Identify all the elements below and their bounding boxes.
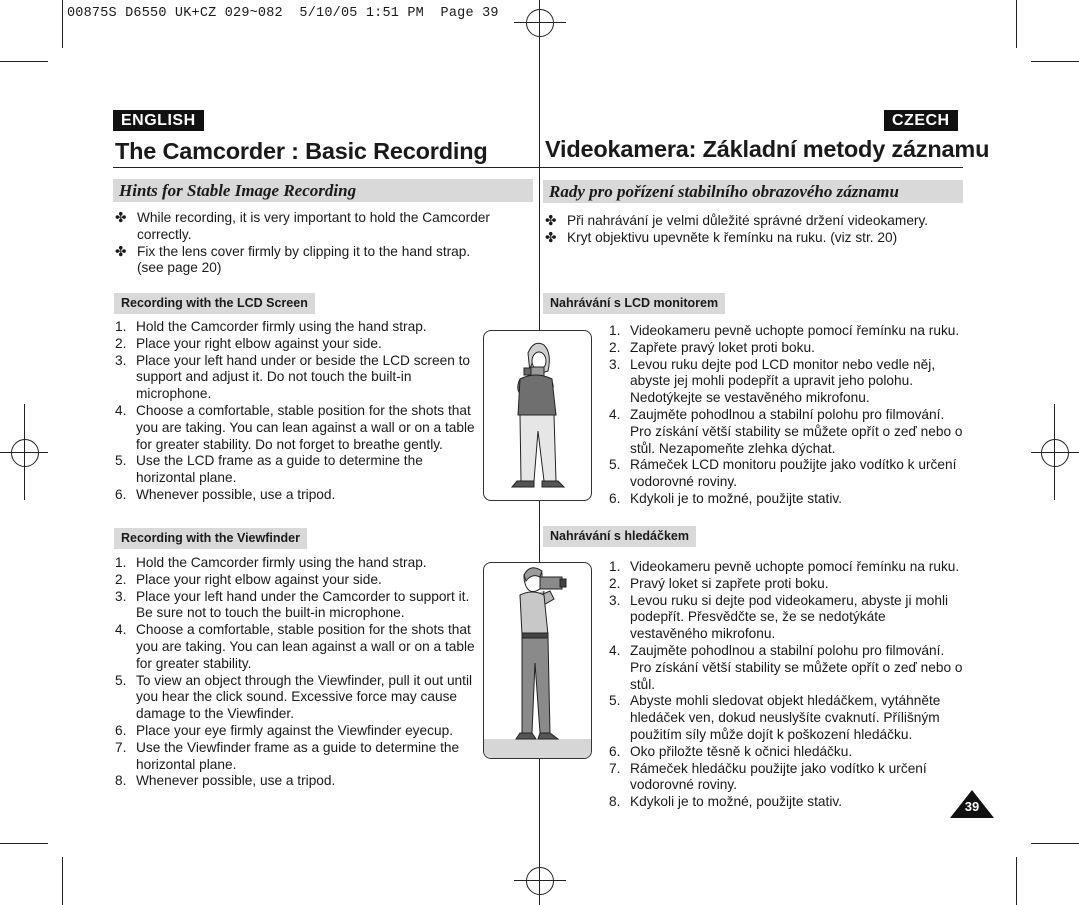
list-item: 3. Place your left hand under the Camcorder to support it. Be sure not to touch the built-in microphone.: [115, 588, 470, 621]
list-item: 6. Oko přiložte těsně k očnici hledáčku.: [609, 743, 853, 759]
czech-viewfinder-steps: [609, 559, 966, 811]
english-lcd-heading: Recording with the LCD Screen: [114, 293, 315, 314]
list-item: 2. Pravý loket si zapřete proti boku.: [609, 575, 829, 591]
list-item: 4. Zaujměte pohodlnou a stabilní polohu pro filmování. Pro získání větší stability se můžete opřít o zeď nebo o stůl.: [609, 642, 963, 692]
list-item: ✤ Fix the lens cover firmly by clipping it to the hand strap. (see page 20): [115, 243, 471, 276]
viewfinder-recording-illustration: [483, 562, 592, 759]
english-hints-title: Hints for Stable Image Recording: [119, 181, 357, 200]
english-title-rule: [113, 167, 539, 168]
person-viewfinder-figure: [484, 563, 591, 758]
english-lcd-steps: [115, 319, 477, 504]
list-item: 3. Place your left hand under or beside the LCD screen to support and adjust it. Do not touch the built-in microphone.: [115, 352, 471, 402]
czech-page-title: Videokamera: Základní metody záznamu: [545, 136, 990, 162]
list-item: ✤ Při nahrávání je velmi důležité správné držení videokamery.: [545, 213, 929, 228]
czech-hints-heading: [543, 180, 963, 203]
page-number-badge: [950, 790, 994, 818]
english-viewfinder-steps: [115, 555, 477, 790]
czech-hints-list: [545, 213, 957, 247]
bullet-icon: ✤: [115, 243, 127, 259]
person-lcd-figure: [484, 331, 591, 500]
list-item: 6. Whenever possible, use a tripod.: [115, 486, 336, 502]
english-page-title: The Camcorder : Basic Recording: [115, 138, 488, 164]
english-hints-heading: [113, 179, 533, 202]
list-item: 7. Use the Viewfinder frame as a guide to determine the horizontal plane.: [115, 739, 460, 772]
english-hints-list: [115, 210, 490, 277]
bullet-icon: ✤: [545, 213, 557, 228]
czech-title-rule: [539, 167, 963, 168]
printer-slug: 00875S D6550 UK+CZ 029~082 5/10/05 1:51 PM Page 39: [67, 6, 499, 21]
list-item: 5. To view an object through the Viewfinder, pull it out until you hear the click sound. Excessive force may cause damage to the Viewfinder.: [115, 672, 473, 722]
list-item: 7. Rámeček hledáčku použijte jako vodítko k určení vodorovné roviny.: [609, 760, 927, 793]
czech-viewfinder-heading: Nahrávání s hledáčkem: [543, 526, 696, 547]
list-item: 1. Hold the Camcorder firmly using the hand strap.: [115, 319, 427, 334]
list-item: 6. Kdykoli je to možné, použijte stativ.: [609, 490, 843, 506]
list-item: ✤ While recording, it is very important to hold the Camcorder correctly.: [115, 210, 490, 242]
list-item: 2. Zapřete pravý loket proti boku.: [609, 339, 815, 355]
czech-lcd-steps: [609, 323, 966, 508]
list-item: 3. Levou ruku si dejte pod videokameru, abyste ji mohli podepřít. Přesvědčte se, že se nedotýkáte vestavěného mikrofonu.: [609, 592, 949, 642]
list-item: 1. Hold the Camcorder firmly using the hand strap.: [115, 555, 427, 570]
list-item: 4. Choose a comfortable, stable position for the shots that you are taking. You can lean against a wall or on a table for greater stability.: [115, 622, 475, 671]
czech-hints-title: Rady pro pořízení stabilního obrazového záznamu: [549, 182, 899, 201]
lcd-recording-illustration: [483, 330, 592, 501]
list-item: 4. Choose a comfortable, stable position for the shots that you are taking. You can lean against a wall or on a table for greater stability. Do not forget to breathe gently.: [115, 402, 475, 452]
bullet-icon: ✤: [545, 229, 557, 245]
list-item: 2. Place your right elbow against your side.: [115, 335, 382, 351]
list-item: ✤ Kryt objektivu upevněte k řemínku na ruku. (viz str. 20): [545, 229, 898, 245]
list-item: 3. Levou ruku dejte pod LCD monitor nebo vedle něj, abyste jej mohli podepřít a upravit jeho polohu. Nedotýkejte se vestavěného mikrofonu.: [609, 356, 936, 406]
list-item: 5. Abyste mohli sledovat objekt hledáčkem, vytáhněte hledáček ven, dokud neuslyšíte cvaknutí. Přílišným použitím síly může dojít k poškození hledáčku.: [609, 693, 941, 742]
page-number: 39: [964, 799, 980, 814]
bullet-icon: ✤: [115, 210, 127, 225]
czech-lcd-heading: Nahrávání s LCD monitorem: [543, 293, 725, 314]
english-language-tab: ENGLISH: [113, 110, 204, 131]
list-item: 6. Place your eye firmly against the Viewfinder eyecup.: [115, 722, 454, 738]
list-item: 5. Rámeček LCD monitoru použijte jako vodítko k určení vodorovné roviny.: [609, 457, 957, 490]
list-item: 8. Kdykoli je to možné, použijte stativ.: [609, 794, 843, 810]
list-item: 2. Place your right elbow against your side.: [115, 571, 382, 587]
english-viewfinder-heading: Recording with the Viewfinder: [114, 528, 307, 549]
czech-language-tab: CZECH: [884, 110, 958, 131]
list-item: 8. Whenever possible, use a tripod.: [115, 773, 336, 789]
list-item: 5. Use the LCD frame as a guide to determine the horizontal plane.: [115, 453, 423, 486]
list-item: 1. Videokameru pevně uchopte pomocí řemínku na ruku.: [609, 323, 960, 338]
list-item: 4. Zaujměte pohodlnou a stabilní polohu pro filmování. Pro získání větší stability se můžete opřít o zeď nebo o stůl. Nezapomeňte zlehka dýchat.: [609, 406, 963, 456]
list-item: 1. Videokameru pevně uchopte pomocí řemínku na ruku.: [609, 559, 960, 574]
